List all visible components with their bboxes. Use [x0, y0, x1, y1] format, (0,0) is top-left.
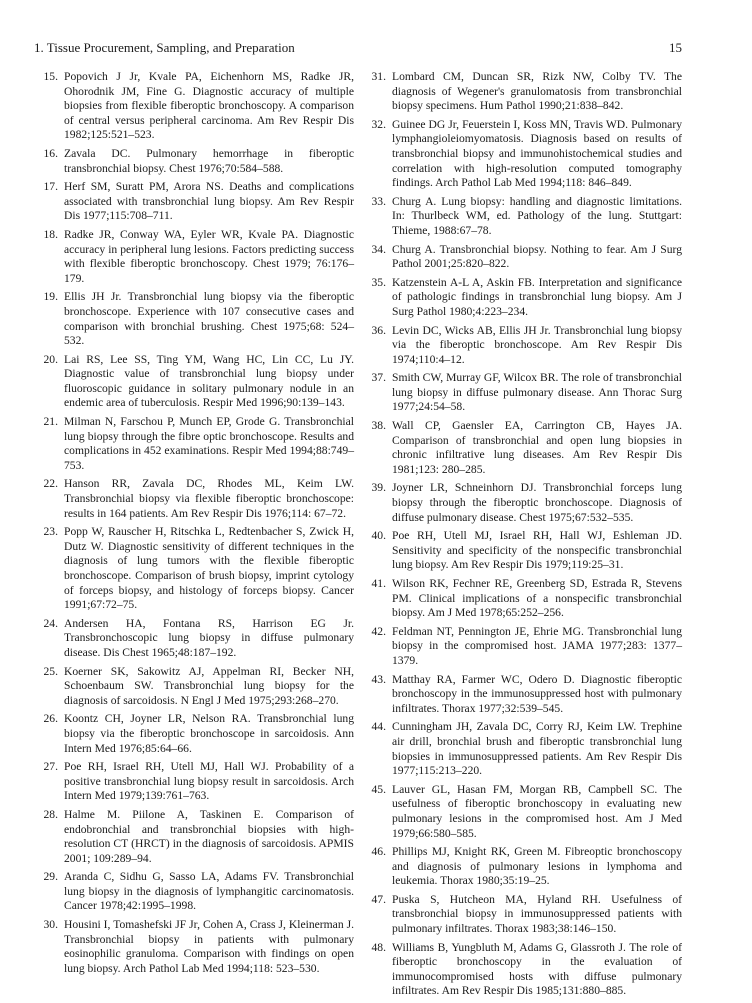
reference-item — [34, 525, 354, 613]
reference-text: Matthay RA, Farmer WC, Odero D. Diagnostic fiberoptic bronchoscopy in the immunosuppressed host with pulmonary infiltrates. Thorax 1977;32:539–545. — [392, 672, 682, 715]
reference-number: 29. — [43, 870, 58, 884]
reference-number: 47. — [371, 892, 386, 906]
reference-number: 36. — [371, 323, 386, 337]
reference-text: Zavala DC. Pulmonary hemorrhage in fiberoptic transbronchial biopsy. Chest 1976;70:584–588. — [64, 146, 354, 175]
reference-number: 38. — [371, 419, 386, 433]
reference-number: 30. — [43, 918, 58, 932]
running-header — [34, 40, 682, 58]
reference-item — [34, 477, 354, 521]
chapter-title: 1. Tissue Procurement, Sampling, and Preparation — [34, 40, 295, 55]
reference-item — [34, 918, 354, 976]
reference-text: Phillips MJ, Knight RK, Green M. Fibreoptic bronchoscopy and diagnosis of pulmonary lesions in lymphoma and leukemia. Thorax 1980;35:19–25. — [392, 845, 682, 888]
reference-text: Williams B, Yungbluth M, Adams G, Glassroth J. The role of fiberoptic bronchoscopy in the evaluation of immunocompromised hosts with diffuse pulmonary infiltrates. Am Rev Respir Dis 1985;131:880–885. — [392, 940, 682, 998]
reference-text: Popovich J Jr, Kvale PA, Eichenhorn MS, Radke JR, Ohorodnik JM, Fine G. Diagnostic accuracy of multiple biopsies from flexible fiberoptic bronchoscopy. A comparison of central versus peripheral carcinoma. Am Rev Respir Dis 1982;125:521–523. — [64, 70, 354, 142]
reference-item — [34, 228, 354, 286]
page-number: 15 — [669, 40, 682, 55]
reference-number: 34. — [371, 242, 386, 256]
references-column-left — [34, 70, 354, 980]
reference-number: 44. — [371, 720, 386, 734]
reference-number: 24. — [43, 616, 58, 630]
reference-text: Guinee DG Jr, Feuerstein I, Koss MN, Travis WD. Pulmonary lymphangioleiomyomatosis. Diagnosis based on results of transbronchial biopsy and immunohistochemical studies and correlation with high-resolution computed tomography findings. Arch Pathol Lab Med 1994;118: 846–849. — [392, 117, 682, 190]
reference-text: Housini I, Tomashefski JF Jr, Cohen A, Crass J, Kleinerman J. Transbronchial biopsy in patients with pulmonary eosinophilic granuloma. Comparison with findings on open lung biopsy. Arch Pathol Lab Med 1994;118: 523–530. — [64, 918, 354, 975]
reference-item — [362, 720, 682, 778]
reference-item — [362, 195, 682, 239]
reference-item — [362, 845, 682, 889]
reference-number: 31. — [371, 70, 386, 83]
reference-item — [34, 665, 354, 709]
reference-text: Smith CW, Murray GF, Wilcox BR. The role of transbronchial lung biopsy in diffuse pulmonary disease. Ann Thorac Surg 1977;24:54–58. — [392, 371, 682, 414]
reference-number: 37. — [371, 371, 386, 385]
reference-text: Koontz CH, Joyner LR, Nelson RA. Transbronchial lung biopsy via the fiberoptic bronchoscope in sarcoidosis. Ann Intern Med 1976;85:64–66. — [64, 712, 354, 755]
reference-number: 20. — [43, 352, 58, 366]
reference-text: Koerner SK, Sakowitz AJ, Appelman RI, Becker NH, Schoenbaum SW. Transbronchial lung biopsy for the diagnosis of sarcoidosis. N Engl J Med 1975;293:268–270. — [64, 664, 354, 707]
reference-number: 42. — [371, 624, 386, 638]
reference-text: Milman N, Farschou P, Munch EP, Grode G. Transbronchial lung biopsy through the fibre optic bronchoscope. Results and complications in 452 examinations. Respir Med 1994;88:749–753. — [64, 415, 354, 472]
reference-text: Ellis JH Jr. Transbronchial lung biopsy via the fiberoptic bronchoscope. Experience with 107 consecutive cases and comparison with bronchial brushing. Chest 1975;68: 524–532. — [64, 290, 354, 348]
reference-text: Joyner LR, Schneinhorn DJ. Transbronchial forceps lung biopsy through the fiberoptic bronchoscope. Diagnosis of diffuse pulmonary disease. Chest 1975;67:532–535. — [392, 481, 682, 524]
reference-item — [362, 118, 682, 191]
reference-number: 21. — [43, 415, 58, 429]
reference-item — [362, 625, 682, 669]
reference-number: 17. — [43, 180, 58, 194]
reference-item — [34, 808, 354, 866]
reference-item — [34, 760, 354, 804]
reference-number: 19. — [43, 290, 58, 304]
reference-number: 27. — [43, 760, 58, 774]
reference-item — [34, 147, 354, 176]
reference-text: Cunningham JH, Zavala DC, Corry RJ, Keim LW. Trephine air drill, bronchial brush and fiberoptic transbronchial lung biopsies in immunosuppressed patients. Am Rev Respir Dis 1977;115:213–220. — [392, 720, 682, 778]
reference-text: Popp W, Rauscher H, Ritschka L, Redtenbacher S, Zwick H, Dutz W. Diagnostic sensitivity of different techniques in the diagnosis of lung tumors with the flexible fiberoptic bronchoscope. Comparison of brush biopsy, imprint cytology of forceps biopsy, and histology of forceps biopsy. Cancer 1991;67:72–75. — [64, 525, 354, 612]
reference-number: 18. — [43, 227, 58, 241]
reference-number: 25. — [43, 664, 58, 678]
reference-item — [34, 415, 354, 473]
reference-text: Poe RH, Utell MJ, Israel RH, Hall WJ, Eshleman JD. Sensitivity and specificity of the nonspecific transbronchial lung biopsy. Am Rev Respir Dis 1979;119:25–31. — [392, 529, 682, 572]
reference-item — [362, 481, 682, 525]
reference-item — [34, 617, 354, 661]
reference-number: 39. — [371, 481, 386, 495]
reference-number: 46. — [371, 845, 386, 859]
reference-item — [362, 529, 682, 573]
reference-text: Churg A. Transbronchial biopsy. Nothing to fear. Am J Surg Pathol 2001;25:820–822. — [392, 242, 682, 271]
reference-number: 22. — [43, 477, 58, 491]
references-column-right — [362, 70, 682, 1003]
reference-number: 33. — [371, 194, 386, 208]
reference-text: Lai RS, Lee SS, Ting YM, Wang HC, Lin CC, Lu JY. Diagnostic value of transbronchial lung biopsy under fluoroscopic guidance in solitary pulmonary nodule in an endemic area of tuberculosis. Respir Med 1996;90:139–143. — [64, 352, 354, 410]
reference-text: Lombard CM, Duncan SR, Rizk NW, Colby TV. The diagnosis of Wegener's granulomatosis from transbronchial biopsy specimens. Hum Pathol 1990;21:838–842. — [392, 70, 682, 113]
reference-item — [34, 180, 354, 224]
reference-item — [362, 893, 682, 937]
reference-text: Aranda C, Sidhu G, Sasso LA, Adams FV. Transbronchial lung biopsy in the diagnosis of lymphangitic carcinomatosis. Cancer 1978;42:1995–1998. — [64, 870, 354, 913]
reference-text: Hanson RR, Zavala DC, Rhodes ML, Keim LW. Transbronchial biopsy via flexible fiberoptic bronchoscope: results in 164 patients. Am Rev Respir Dis 1976;114: 67–72. — [64, 477, 354, 520]
reference-text: Wilson RK, Fechner RE, Greenberg SD, Estrada R, Stevens PM. Clinical implications of a nonspecific transbronchial biopsy. Am J Med 1978;65:252–256. — [392, 577, 682, 620]
reference-text: Lauver GL, Hasan FM, Morgan RB, Campbell SC. The usefulness of fiberoptic bronchoscopy in evaluating new pulmonary lesions in the compromised host. Am J Med 1979;66:580–585. — [392, 782, 682, 840]
reference-item — [362, 324, 682, 368]
reference-text: Katzenstein A-L A, Askin FB. Interpretation and significance of pathologic findings in transbronchial lung biopsy. Am J Surg Pathol 1980;4:223–234. — [392, 275, 682, 318]
reference-item — [362, 941, 682, 999]
reference-number: 15. — [43, 70, 58, 83]
reference-text: Radke JR, Conway WA, Eyler WR, Kvale PA. Diagnostic accuracy in peripheral lung lesions. Factors predicting success with flexible fiberoptic bronchoscopy. Chest 1979; 76:176–179. — [64, 227, 354, 285]
reference-item — [34, 870, 354, 914]
reference-item — [362, 276, 682, 320]
reference-item — [362, 243, 682, 272]
reference-number: 45. — [371, 782, 386, 796]
reference-item — [362, 70, 682, 114]
reference-text: Halme M. Piilone A, Taskinen E. Comparison of endobronchial and transbronchial biopsies with high-resolution CT (HRCT) in the diagnosis of sarcoidosis. APMIS 2001; 109:289–94. — [64, 807, 354, 865]
reference-item — [362, 783, 682, 841]
reference-item — [362, 419, 682, 477]
reference-text: Levin DC, Wicks AB, Ellis JH Jr. Transbronchial lung biopsy via the fiberoptic bronchoscope. Am Rev Respir Dis 1974;110:4–12. — [392, 323, 682, 366]
reference-text: Puska S, Hutcheon MA, Hyland RH. Usefulness of transbronchial biopsy in immunosuppressed patients with pulmonary infiltrates. Thorax 1983;38:146–150. — [392, 892, 682, 936]
reference-item — [34, 290, 354, 348]
reference-number: 48. — [371, 940, 386, 954]
reference-item — [362, 577, 682, 621]
reference-number: 28. — [43, 807, 58, 821]
reference-number: 43. — [371, 672, 386, 686]
reference-text: Wall CP, Gaensler EA, Carrington CB, Hayes JA. Comparison of transbronchial and open lung biopsies in chronic infiltrative lung diseases. Am Rev Respir Dis 1981;123: 280–285. — [392, 419, 682, 476]
reference-text: Feldman NT, Pennington JE, Ehrie MG. Transbronchial lung biopsy in the compromised host. JAMA 1977;283: 1377–1379. — [392, 624, 682, 667]
reference-item — [34, 70, 354, 143]
reference-number: 41. — [371, 577, 386, 590]
reference-number: 26. — [43, 712, 58, 726]
reference-number: 23. — [43, 525, 58, 539]
reference-number: 16. — [43, 146, 58, 160]
reference-item — [34, 712, 354, 756]
reference-number: 32. — [371, 117, 386, 131]
reference-text: Herf SM, Suratt PM, Arora NS. Deaths and complications associated with transbronchial lung biopsy. Am Rev Respir Dis 1977;115:708–711. — [64, 180, 354, 223]
reference-number: 35. — [371, 275, 386, 289]
reference-item — [34, 353, 354, 411]
reference-text: Andersen HA, Fontana RS, Harrison EG Jr. Transbronchoscopic lung biopsy in diffuse pulmonary disease. Dis Chest 1965;48:187–192. — [64, 616, 354, 659]
reference-text: Poe RH, Israel RH, Utell MJ, Hall WJ. Probability of a positive transbronchial lung biopsy result in sarcoidosis. Arch Intern Med 1979;139:761–763. — [64, 760, 354, 803]
reference-item — [362, 371, 682, 415]
reference-item — [362, 673, 682, 717]
reference-text: Churg A. Lung biopsy: handling and diagnostic limitations. In: Thurlbeck WM, ed. Pathology of the lung. Stuttgart: Thieme, 1988:67–78. — [392, 194, 682, 237]
reference-number: 40. — [371, 529, 386, 543]
